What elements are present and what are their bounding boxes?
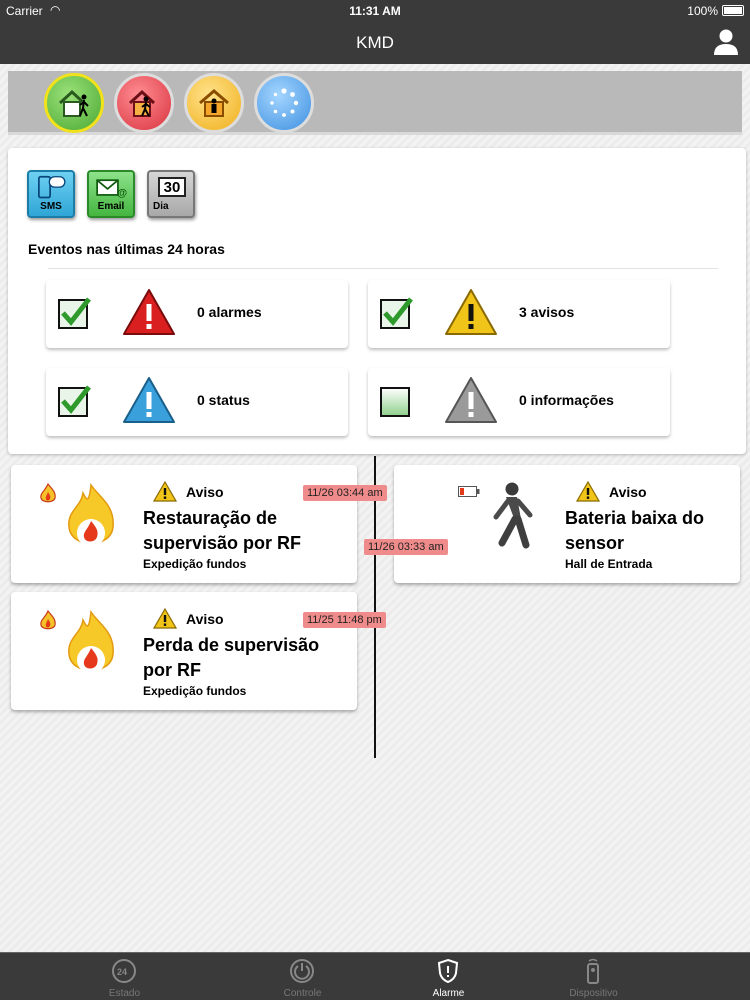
fire-small-icon (38, 483, 58, 505)
divider (48, 268, 718, 269)
tab-label: Dispositivo (569, 988, 618, 999)
sms-label: SMS (40, 201, 62, 212)
tab-dispositivo[interactable] (500, 953, 687, 1000)
events-summary-panel (8, 148, 746, 454)
warning-small-icon (576, 481, 600, 502)
checked-checkbox-icon (58, 295, 92, 329)
info-warning-icon (444, 376, 498, 424)
event-card[interactable] (11, 465, 357, 583)
fire-icon (63, 610, 119, 682)
event-type-label: Aviso (186, 483, 224, 500)
event-title: Restauração de supervisão por RF (143, 508, 302, 553)
checked-checkbox-icon (58, 383, 92, 417)
shield-icon (435, 958, 461, 984)
wifi-icon: ◠ (50, 3, 61, 17)
warning-icon (444, 288, 498, 336)
alarms-card[interactable] (46, 280, 348, 348)
event-type (153, 608, 224, 629)
status-card[interactable] (46, 368, 348, 436)
warning-small-icon (153, 481, 177, 502)
house-person-icon (196, 85, 232, 121)
tab-label: Estado (108, 988, 141, 999)
calendar-icon: 30 (158, 177, 186, 197)
envelope-icon (91, 175, 131, 201)
page-title: KMD (356, 33, 394, 52)
warnings-card[interactable] (368, 280, 670, 348)
day-label: Dia (153, 201, 169, 212)
tab-estado[interactable] (31, 953, 218, 1000)
fire-icon (63, 483, 119, 555)
loading-button[interactable] (254, 73, 314, 133)
status-bar (0, 0, 750, 22)
walking-person-icon (488, 481, 534, 551)
nav-bar (0, 22, 750, 64)
house-walk-icon (126, 85, 162, 121)
sms-button[interactable] (27, 170, 75, 218)
status-count: 0 status (197, 392, 250, 408)
event-time-badge: 11/26 03:33 am (364, 539, 448, 555)
event-type (576, 481, 647, 502)
tab-label: Controle (283, 988, 322, 999)
house-exit-icon (56, 85, 92, 121)
day-filter-button[interactable] (147, 170, 195, 218)
tab-label: Alarme (432, 988, 465, 999)
event-type (153, 481, 224, 502)
remote-icon (580, 958, 606, 984)
stay-mode-button[interactable] (114, 73, 174, 133)
svg-text:@: @ (117, 187, 128, 199)
summary-heading: Eventos nas últimas 24 horas (28, 241, 225, 257)
event-type-label: Aviso (186, 610, 224, 627)
unchecked-checkbox-icon (380, 383, 414, 417)
checked-checkbox-icon (380, 295, 414, 329)
event-card[interactable] (11, 592, 357, 710)
phone-chat-icon (31, 175, 71, 201)
alarms-count: 0 alarmes (197, 304, 262, 320)
svg-text:24: 24 (117, 967, 128, 977)
event-location: Hall de Entrada (565, 557, 653, 571)
email-label: Email (97, 201, 125, 212)
event-title: Perda de supervisão por RF (143, 635, 320, 680)
timeline-line (374, 456, 376, 758)
email-button[interactable] (87, 170, 135, 218)
event-location: Expedição fundos (143, 557, 247, 571)
power-icon (289, 958, 315, 984)
battery-percent: 100% (687, 4, 718, 18)
event-card[interactable] (394, 465, 740, 583)
info-count: 0 informações (519, 392, 614, 408)
carrier-label: Carrier (6, 4, 43, 18)
away-mode-button[interactable] (44, 73, 104, 133)
spinner-icon (266, 85, 302, 121)
home-mode-button[interactable] (184, 73, 244, 133)
battery-icon (722, 5, 744, 16)
mode-strip (8, 71, 742, 135)
fire-small-icon (38, 610, 58, 632)
warning-small-icon (153, 608, 177, 629)
user-icon[interactable] (712, 28, 740, 56)
warnings-count: 3 avisos (519, 304, 575, 320)
alarm-warning-icon (122, 288, 176, 336)
clock: 11:31 AM (349, 4, 401, 18)
info-card[interactable] (368, 368, 670, 436)
24h-icon (111, 958, 137, 984)
event-title: Bateria baixa do sensor (565, 508, 705, 553)
event-time-badge: 11/25 11:48 pm (303, 612, 386, 628)
tab-bar (0, 952, 750, 1000)
event-location: Expedição fundos (143, 684, 247, 698)
low-battery-icon (458, 486, 480, 497)
status-warning-icon (122, 376, 176, 424)
event-time-badge: 11/26 03:44 am (303, 485, 387, 501)
event-type-label: Aviso (609, 483, 647, 500)
